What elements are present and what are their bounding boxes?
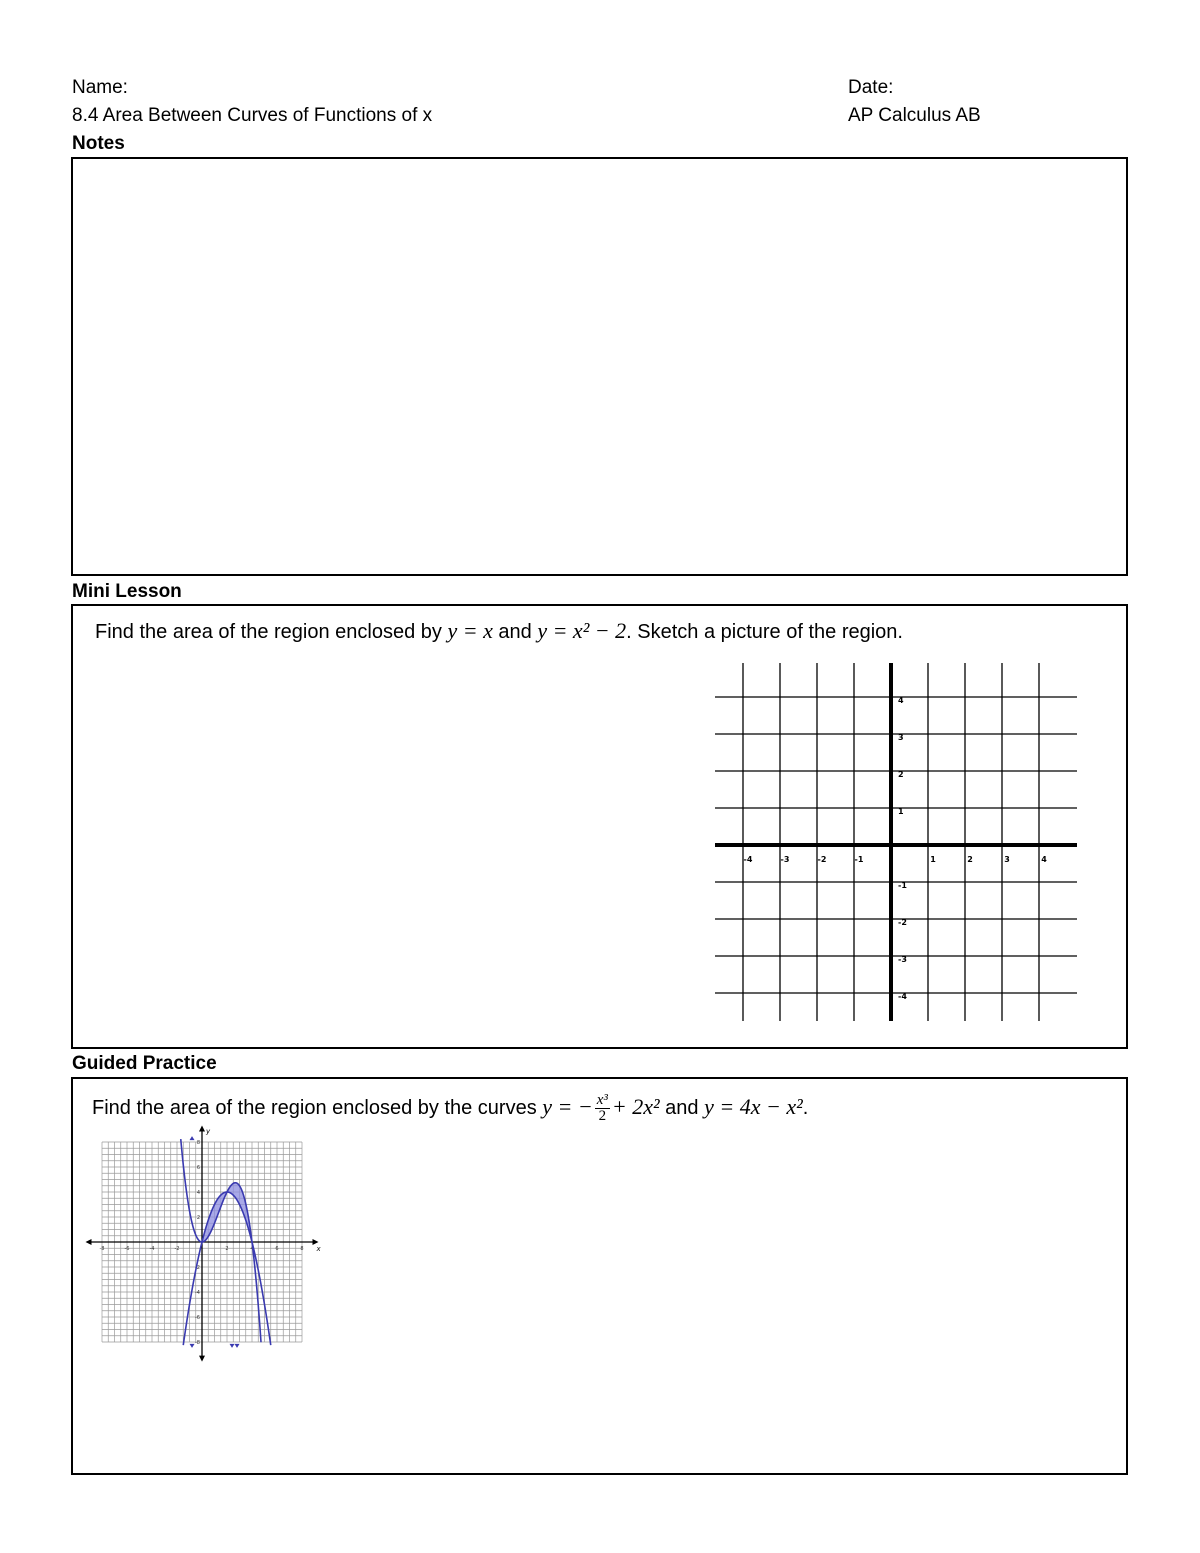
x-tick-label: 3 [1004, 855, 1010, 864]
y-tick-label: 8 [196, 1140, 200, 1146]
prompt-connector: and [492, 621, 538, 643]
equation-y-equals-x: y = x [447, 618, 493, 643]
equation-cubic-prefix: y = − [542, 1093, 593, 1119]
y-tick-label: 2 [196, 1215, 200, 1221]
curve-arrow [190, 1136, 195, 1140]
equation-cubic-suffix: + 2x² [611, 1093, 660, 1119]
x-tick-label: -3 [780, 855, 790, 864]
lesson-title: 8.4 Area Between Curves of Functions of x [72, 105, 433, 126]
curve-arrow [235, 1344, 240, 1348]
y-tick-label: 2 [898, 770, 904, 779]
y-tick-label: -1 [898, 881, 907, 890]
prompt-text-start: Find the area of the region enclosed by [95, 621, 448, 643]
notes-box[interactable] [71, 157, 1128, 576]
x-axis-arrow [86, 1239, 92, 1245]
curve-arrow [190, 1344, 195, 1348]
y-tick-label: -6 [195, 1315, 200, 1321]
x-tick-label: -2 [817, 855, 827, 864]
x-tick-label: -2 [174, 1246, 180, 1252]
y-tick-label: 6 [196, 1165, 200, 1171]
y-axis-arrow [199, 1126, 205, 1132]
sketch-grid[interactable] [715, 663, 1085, 1033]
x-tick-label: 2 [967, 855, 973, 864]
equation-parabola: y = x² − 2 [537, 618, 627, 643]
guided-practice-prompt [92, 1093, 808, 1124]
x-tick-label: 4 [250, 1246, 254, 1252]
fraction [595, 1093, 610, 1124]
y-tick-label: 3 [898, 733, 904, 742]
y-tick-label: -2 [898, 918, 907, 927]
y-tick-label: 1 [898, 807, 904, 816]
x-tick-label: 2 [225, 1246, 229, 1252]
date-label: Date: [848, 77, 894, 98]
x-tick-label: -4 [743, 855, 753, 864]
region-graph [85, 1127, 335, 1373]
x-tick-label: 6 [275, 1246, 279, 1252]
y-tick-label: -4 [195, 1290, 200, 1296]
mini-lesson-heading: Mini Lesson [72, 581, 182, 602]
y-axis-arrow [199, 1356, 205, 1362]
name-label: Name: [72, 77, 128, 98]
y-tick-label: -2 [195, 1265, 200, 1271]
y-tick-label: 4 [898, 696, 904, 705]
curve-arrow [230, 1344, 235, 1348]
x-tick-label: -6 [124, 1246, 130, 1252]
course-name: AP Calculus AB [848, 105, 981, 126]
prompt-connector: and [659, 1096, 705, 1119]
x-tick-label: -4 [149, 1246, 155, 1252]
mini-lesson-box [71, 604, 1128, 1049]
mini-lesson-prompt [95, 618, 903, 644]
fraction-denominator: 2 [598, 1108, 607, 1124]
prompt-text-end: . [802, 1096, 809, 1119]
x-tick-label: 8 [300, 1246, 304, 1252]
guided-practice-heading: Guided Practice [72, 1053, 217, 1074]
y-tick-label: -3 [898, 955, 907, 964]
guided-practice-box [71, 1077, 1128, 1475]
x-tick-label: 1 [930, 855, 936, 864]
y-axis-label: y [206, 1127, 211, 1136]
x-tick-label: -8 [99, 1246, 105, 1252]
prompt-text-end: . Sketch a picture of the region. [626, 621, 903, 643]
notes-heading: Notes [72, 133, 125, 154]
y-tick-label: -8 [195, 1340, 200, 1346]
x-axis-label: x [316, 1245, 321, 1253]
y-tick-label: -4 [898, 992, 907, 1001]
equation-parabola: y = 4x − x² [704, 1093, 803, 1119]
x-tick-label: -1 [854, 855, 864, 864]
prompt-text-start: Find the area of the region enclosed by the curves [92, 1096, 543, 1119]
fraction-numerator: x³ [596, 1092, 608, 1108]
y-tick-label: 4 [196, 1190, 200, 1196]
x-tick-label: 4 [1041, 855, 1047, 864]
